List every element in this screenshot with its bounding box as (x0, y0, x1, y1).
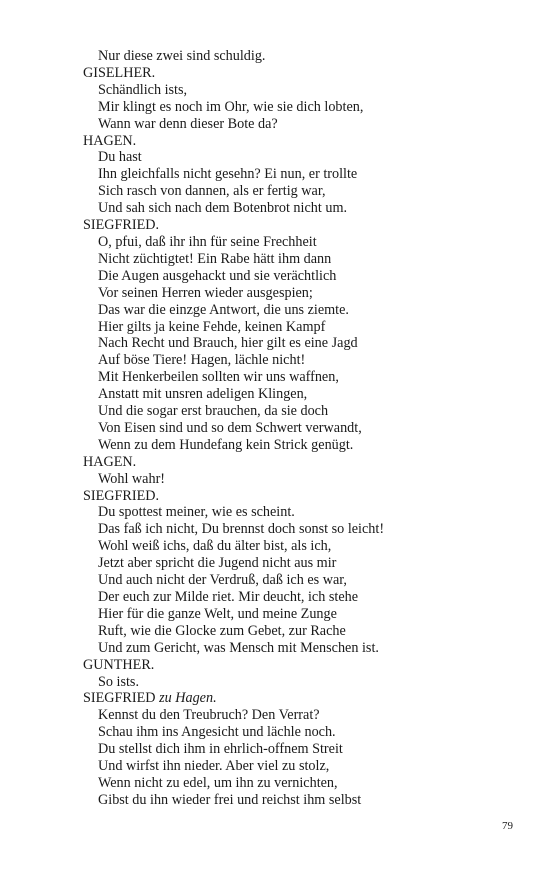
verse-text: Wohl weiß ichs, daß du älter bist, als ich, (98, 538, 332, 555)
verse-line (83, 386, 523, 403)
page-number: 79 (502, 820, 513, 832)
verse-text: Gibst du ihn wieder frei und reichst ihm selbst (98, 791, 362, 808)
verse-line (83, 251, 523, 268)
verse-text: Wann war denn dieser Bote da? (98, 115, 278, 132)
speaker-label: SIEGFRIED. (83, 487, 160, 504)
verse-text: Du stellst dich ihm in ehrlich-offnem Streit (98, 741, 343, 758)
verse-text: Von Eisen sind und so dem Schwert verwandt, (98, 419, 362, 436)
speaker-name (83, 657, 523, 674)
verse-text: Schau ihm ins Angesicht und lächle noch. (98, 724, 336, 741)
speaker-name (83, 690, 523, 707)
verse-line (83, 674, 523, 691)
verse-text: Hier gilts ja keine Fehde, keinen Kampf (98, 318, 326, 335)
speaker-name (83, 133, 523, 150)
verse-text: Nach Recht und Brauch, hier gilt es eine Jagd (98, 335, 358, 352)
verse-text: Nur diese zwei sind schuldig. (98, 48, 266, 64)
verse-line (83, 538, 523, 555)
verse-text: Das faß ich nicht, Du brennst doch sonst so leicht! (98, 521, 385, 538)
verse-text: Ruft, wie die Glocke zum Gebet, zur Rache (98, 622, 346, 639)
verse-line (83, 640, 523, 657)
verse-text: Mit Henkerbeilen sollten wir uns waffnen, (98, 369, 339, 386)
speaker-label: SIEGFRIED (83, 690, 156, 707)
verse-text: Das war die einzge Antwort, die uns ziemte. (98, 301, 349, 318)
verse-line (83, 724, 523, 741)
verse-line (83, 572, 523, 589)
verse-text: O, pfui, daß ihr ihn für seine Frechheit (98, 233, 317, 250)
speaker-label: SIEGFRIED. (83, 217, 160, 234)
verse-line (83, 200, 523, 217)
verse-line (83, 149, 523, 166)
verse-line (83, 48, 523, 65)
verse-line (83, 521, 523, 538)
verse-text: Anstatt mit unsren adeligen Klingen, (98, 386, 308, 403)
verse-line (83, 555, 523, 572)
verse-line (83, 589, 523, 606)
verse-line (83, 504, 523, 521)
verse-line (83, 352, 523, 369)
verse-line (83, 741, 523, 758)
verse-line (83, 183, 523, 200)
verse-text: Und sah sich nach dem Botenbrot nicht um. (98, 200, 348, 217)
verse-text: Du hast (98, 149, 142, 166)
verse-text: Wohl wahr! (98, 470, 166, 487)
verse-text: Wenn nicht zu edel, um ihn zu vernichten, (98, 774, 338, 791)
verse-line (83, 420, 523, 437)
speaker-name (83, 488, 523, 505)
verse-line (83, 437, 523, 454)
verse-text: Mir klingt es noch im Ohr, wie sie dich lobten, (98, 98, 364, 115)
verse-line (83, 285, 523, 302)
speaker-label: GISELHER. (83, 64, 156, 81)
verse-line (83, 606, 523, 623)
verse-line (83, 335, 523, 352)
verse-line (83, 792, 523, 809)
drama-text (83, 48, 523, 809)
verse-line (83, 369, 523, 386)
verse-line (83, 319, 523, 336)
verse-line (83, 82, 523, 99)
verse-text: Vor seinen Herren wieder ausgespien; (98, 284, 313, 301)
verse-text: Wenn zu dem Hundefang kein Strick genügt. (98, 436, 354, 453)
speaker-name (83, 217, 523, 234)
stage-direction: zu Hagen. (155, 690, 217, 707)
verse-line (83, 775, 523, 792)
verse-text: Und auch nicht der Verdruß, daß ich es war, (98, 572, 347, 589)
verse-text: Du spottest meiner, wie es scheint. (98, 504, 295, 521)
verse-line (83, 471, 523, 488)
verse-text: Jetzt aber spricht die Jugend nicht aus mir (98, 555, 337, 572)
verse-text: Sich rasch von dannen, als er fertig war, (98, 183, 326, 200)
verse-line (83, 707, 523, 724)
verse-line (83, 403, 523, 420)
verse-text: Der euch zur Milde riet. Mir deucht, ich stehe (98, 589, 359, 605)
verse-text: Und wirfst ihn nieder. Aber viel zu stolz, (98, 758, 330, 775)
verse-line (83, 623, 523, 640)
verse-text: Und zum Gericht, was Mensch mit Menschen ist. (98, 639, 379, 656)
verse-text: Schändlich ists, (98, 81, 188, 98)
verse-text: Kennst du den Treubruch? Den Verrat? (98, 707, 320, 724)
verse-text: Hier für die ganze Welt, und meine Zunge (98, 605, 337, 622)
verse-text: Und die sogar erst brauchen, da sie doch (98, 403, 329, 420)
verse-line (83, 116, 523, 133)
verse-line (83, 99, 523, 116)
verse-text: Auf böse Tiere! Hagen, lächle nicht! (98, 352, 306, 369)
verse-text: Die Augen ausgehackt und sie verächtlich (98, 267, 337, 284)
speaker-name (83, 65, 523, 82)
verse-line (83, 234, 523, 251)
verse-text: Ihn gleichfalls nicht gesehn? Ei nun, er trollte (98, 166, 358, 183)
verse-line (83, 268, 523, 285)
speaker-label: GUNTHER. (83, 656, 155, 673)
verse-line (83, 758, 523, 775)
speaker-label: HAGEN. (83, 453, 137, 470)
speaker-name (83, 454, 523, 471)
verse-text: So ists. (98, 673, 140, 690)
verse-text: Nicht züchtigtet! Ein Rabe hätt ihm dann (98, 250, 332, 267)
verse-line (83, 166, 523, 183)
speaker-label: HAGEN. (83, 132, 137, 149)
verse-line (83, 302, 523, 319)
